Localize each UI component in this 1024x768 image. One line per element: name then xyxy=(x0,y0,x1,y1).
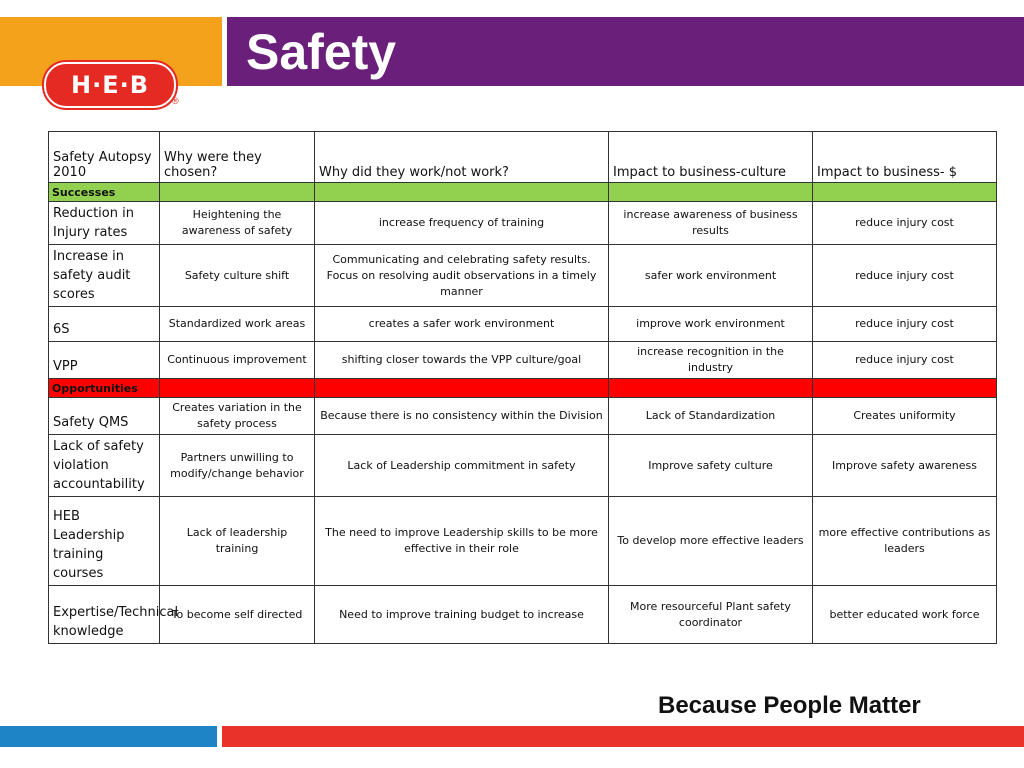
table-cell: reduce injury cost xyxy=(813,202,997,245)
row-title: Reduction in Injury rates xyxy=(49,202,160,245)
table-cell: increase recognition in the industry xyxy=(609,342,813,379)
footer-red-bar xyxy=(222,726,1024,747)
table-cell: Heightening the awareness of safety xyxy=(160,202,315,245)
footer-blue-bar xyxy=(0,726,217,747)
table-cell: To become self directed xyxy=(160,586,315,644)
table-row xyxy=(49,342,997,379)
table-cell: shifting closer towards the VPP culture/goal xyxy=(315,342,609,379)
row-title: 6S xyxy=(49,307,160,342)
table-cell: better educated work force xyxy=(813,586,997,644)
header-cell: Why were they chosen? xyxy=(160,132,315,183)
table-cell: safer work environment xyxy=(609,245,813,307)
table-row xyxy=(49,245,997,307)
table-row xyxy=(49,307,997,342)
row-title: Expertise/Technical knowledge xyxy=(49,586,160,644)
page-title: Safety xyxy=(246,24,397,80)
successes-label: Successes xyxy=(49,183,160,202)
heb-logo xyxy=(44,62,180,108)
safety-autopsy-table xyxy=(48,131,997,644)
table-cell: Because there is no consistency within the Division xyxy=(315,398,609,435)
table-cell: reduce injury cost xyxy=(813,245,997,307)
opportunities-band xyxy=(49,379,997,398)
table-cell: Need to improve training budget to increase xyxy=(315,586,609,644)
header-cell: Why did they work/not work? xyxy=(315,132,609,183)
header-cell: Impact to business-culture xyxy=(609,132,813,183)
table-cell: Safety culture shift xyxy=(160,245,315,307)
table-cell: Continuous improvement xyxy=(160,342,315,379)
registered-mark-icon: ® xyxy=(172,96,179,106)
successes-band xyxy=(49,183,997,202)
row-title: HEB Leadership training courses xyxy=(49,497,160,586)
table-cell: Creates variation in the safety process xyxy=(160,398,315,435)
table-row xyxy=(49,435,997,497)
table-cell: more effective contributions as leaders xyxy=(813,497,997,586)
row-title: Safety QMS xyxy=(49,398,160,435)
table-cell: reduce injury cost xyxy=(813,342,997,379)
table-cell: increase awareness of business results xyxy=(609,202,813,245)
opportunities-label: Opportunities xyxy=(49,379,160,398)
heb-logo-text: H·E·B xyxy=(70,71,149,99)
header-cell: Impact to business- $ xyxy=(813,132,997,183)
table-cell: Standardized work areas xyxy=(160,307,315,342)
table-cell: Improve safety culture xyxy=(609,435,813,497)
table-row xyxy=(49,202,997,245)
table-cell: Lack of leadership training xyxy=(160,497,315,586)
heb-logo-oval xyxy=(44,62,176,108)
table-cell: reduce injury cost xyxy=(813,307,997,342)
table-row xyxy=(49,586,997,644)
row-title: VPP xyxy=(49,342,160,379)
table-row xyxy=(49,497,997,586)
table-header-row xyxy=(49,132,997,183)
table-cell: improve work environment xyxy=(609,307,813,342)
table-cell: Communicating and celebrating safety results. Focus on resolving audit observations in a timely manner xyxy=(315,245,609,307)
table-cell: More resourceful Plant safety coordinator xyxy=(609,586,813,644)
table-cell: Partners unwilling to modify/change behavior xyxy=(160,435,315,497)
table-cell: creates a safer work environment xyxy=(315,307,609,342)
row-title: Lack of safety violation accountability xyxy=(49,435,160,497)
header-cell: Safety Autopsy 2010 xyxy=(49,132,160,183)
table-cell: Lack of Leadership commitment in safety xyxy=(315,435,609,497)
footer-tagline: Because People Matter xyxy=(658,692,921,719)
table-cell: Creates uniformity xyxy=(813,398,997,435)
table-cell: To develop more effective leaders xyxy=(609,497,813,586)
table-cell: Lack of Standardization xyxy=(609,398,813,435)
row-title: Increase in safety audit scores xyxy=(49,245,160,307)
table-cell: Improve safety awareness xyxy=(813,435,997,497)
table-row xyxy=(49,398,997,435)
table-cell: increase frequency of training xyxy=(315,202,609,245)
table-cell: The need to improve Leadership skills to be more effective in their role xyxy=(315,497,609,586)
